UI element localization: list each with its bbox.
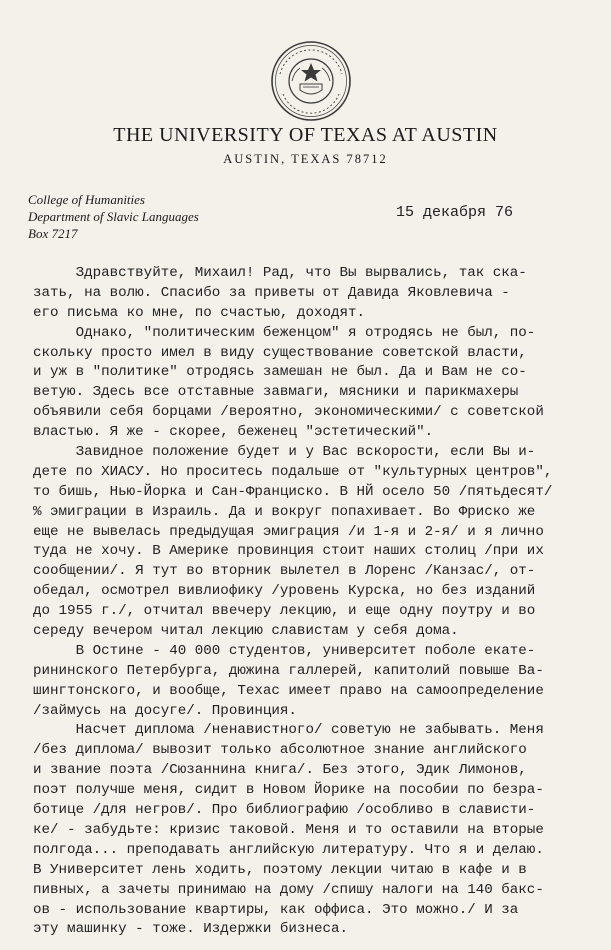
department-block: [28, 191, 199, 242]
body-line: ботице /для негров/. Про библиографию /особливо в слависти-: [33, 802, 536, 819]
body-line: и уж в "политике" отродясь замешан не был. Да и Вам не со-: [33, 364, 527, 381]
body-line: объявили себя борцами /вероятно, экономическими/ с советской: [33, 404, 544, 421]
body-line: сообщении/. Я тут во вторник вылетел в Лоренс /Канзас/, от-: [33, 563, 536, 580]
body-line: Насчет диплома /ненавистного/ советую не забывать. Меня: [33, 722, 544, 739]
body-line: Однако, "политическим беженцом" я отродясь не был, по-: [33, 324, 536, 341]
university-seal-icon: [270, 40, 352, 122]
body-line: еще не вывелась предыдущая эмиграция /и 1-я и 2-я/ и я лично: [33, 523, 544, 540]
body-line: середу вечером читал лекцию славистам у себя дома.: [33, 623, 459, 640]
body-line: пивных, а зачеты принимаю на дому /спишу налоги на 140 бакс-: [33, 881, 544, 898]
body-line: обедал, осмотрел вивлиофику /уровень Курска, но без изданий: [33, 583, 536, 600]
letterhead-title: THE UNIVERSITY OF TEXAS AT AUSTIN: [113, 124, 498, 146]
body-line: и звание поэта /Сюзаннина книга/. Без этого, Эдик Лимонов,: [33, 762, 527, 779]
department-name: Department of Slavic Languages: [28, 209, 199, 224]
body-line: то бишь, Нью-Йорка и Сан-Франциско. В НЙ осело 50 /пятьдесят/: [33, 483, 553, 500]
body-line: властью. Я же - скорее, беженец "эстетический".: [33, 424, 434, 441]
body-line: шингтонского, и вообще, Техас имеет право на самоопределение: [33, 682, 544, 699]
letter-body: [33, 264, 608, 940]
body-line: туда не хочу. В Америке провинция стоит наших столиц /при их: [33, 543, 544, 560]
college-name: College of Humanities: [28, 192, 145, 207]
box-number: Box 7217: [28, 226, 78, 241]
body-line: Здравствуйте, Михаил! Рад, что Вы вырвались, так ска-: [33, 265, 527, 281]
letter-date: 15 декабря 76: [396, 204, 514, 221]
body-line: % эмиграции в Израиль. Да и вокруг попахивает. Во Фриско же: [33, 503, 536, 520]
body-line: поэт получше меня, сидит в Новом Йорике на пособии по безра-: [33, 782, 544, 799]
body-line: Завидное положение будет и у Вас вскорости, если Вы и-: [33, 444, 536, 461]
body-line: ветую. Здесь все отставные завмаги, мясники и парикмахеры: [33, 384, 519, 401]
letterhead-address: AUSTIN, TEXAS 78712: [223, 152, 388, 166]
body-line: до 1955 г./, отчитал ввечеру лекцию, и еще одну поутру и во: [33, 603, 536, 620]
body-line: /без диплома/ вывозит только абсолютное знание английского: [33, 742, 527, 759]
body-line: ке/ - забудьте: кризис таковой. Меня и то оставили на вторые: [33, 821, 544, 838]
body-line: скольку просто имел в виду существование советской власти,: [33, 344, 527, 361]
body-line: /займусь на досуге/. Провинция.: [33, 702, 297, 719]
body-line: его письма ко мне, по счастью, доходят.: [33, 304, 366, 321]
body-line: эту машинку - тоже. Издержки бизнеса.: [33, 921, 349, 938]
body-line: зать, на волю. Спасибо за приветы от Давида Яковлевича -: [33, 284, 510, 301]
body-line: В Остине - 40 000 студентов, университет поболе екате-: [33, 642, 536, 659]
body-line: ов - использование квартиры, как оффиса. Это можно./ И за: [33, 901, 519, 918]
body-line: В Университет лень ходить, поэтому лекции читаю в кафе и в: [33, 861, 527, 878]
body-line: дете по ХИАСУ. Но проситесь подальше от "культурных центров",: [33, 463, 553, 480]
body-line: рининского Петербурга, дюжина галлерей, капитолий повыше Ва-: [33, 662, 544, 679]
body-line: полгода... преподавать английскую литературу. Что я и делаю.: [33, 841, 544, 858]
